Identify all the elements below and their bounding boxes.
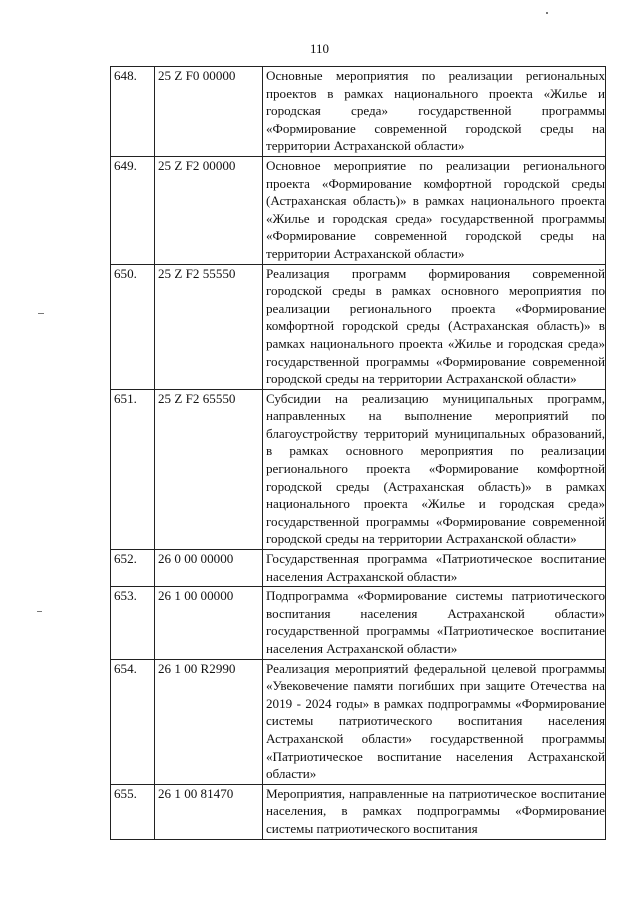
budget-classification-table xyxy=(110,66,606,840)
row-description: Государственная программа «Патриотическое воспитание населения Астраханской области» xyxy=(263,550,606,587)
scan-speck xyxy=(38,313,44,314)
row-number: 652. xyxy=(111,550,155,587)
row-code: 26 1 00 81470 xyxy=(155,784,263,839)
row-code: 26 1 00 R2990 xyxy=(155,659,263,784)
row-code: 25 Z F0 00000 xyxy=(155,67,263,157)
page-number: 110 xyxy=(309,41,330,56)
table-row xyxy=(111,550,606,587)
row-description: Субсидии на реализацию муниципальных программ, направленных на выполнение мероприятий по благоустройству территорий муниципальных образований, в рамках основного мероприятия по реализации регионального проекта «Формирование комфортной городской среды (Астраханская область)» в рамках национального проекта «Жилье и городская среда» государственной программы «Формирование современной городской среды на территории Астраханской области» xyxy=(263,389,606,549)
table-row xyxy=(111,784,606,839)
table-row xyxy=(111,67,606,157)
row-number: 649. xyxy=(111,156,155,264)
row-description: Мероприятия, направленные на патриотическое воспитание населения, в рамках подпрограммы «Формирование системы патриотического воспитания xyxy=(263,784,606,839)
scan-speck xyxy=(37,611,42,612)
row-number: 651. xyxy=(111,389,155,549)
row-number: 654. xyxy=(111,659,155,784)
row-code: 26 0 00 00000 xyxy=(155,550,263,587)
row-code: 25 Z F2 55550 xyxy=(155,264,263,389)
row-code: 25 Z F2 00000 xyxy=(155,156,263,264)
row-description: Основные мероприятия по реализации региональных проектов в рамках национального проекта «Жилье и городская среда» государственной программы «Формирование современной городской среды на территории Астраханской области» xyxy=(263,67,606,157)
table-row xyxy=(111,156,606,264)
table-row xyxy=(111,587,606,659)
row-code: 26 1 00 00000 xyxy=(155,587,263,659)
table-row xyxy=(111,389,606,549)
row-code: 25 Z F2 65550 xyxy=(155,389,263,549)
table-row xyxy=(111,659,606,784)
row-description: Реализация мероприятий федеральной целевой программы «Увековечение памяти погибших при защите Отечества на 2019 - 2024 годы» в рамках подпрограммы «Формирование системы патриотического воспитания населения Астраханской области» государственной программы «Патриотическое воспитание населения Астраханской области» xyxy=(263,659,606,784)
row-description: Подпрограмма «Формирование системы патриотического воспитания населения Астраханской области» государственной программы «Патриотическое воспитание населения Астраханской области» xyxy=(263,587,606,659)
row-description: Основное мероприятие по реализации регионального проекта «Формирование комфортной городской среды (Астраханская область)» в рамках национального проекта «Жилье и городская среда» государственной программы «Формирование современной городской среды на территории Астраханской области» xyxy=(263,156,606,264)
row-description: Реализация программ формирования современной городской среды в рамках основного мероприятия по реализации регионального проекта «Формирование комфортной городской среды (Астраханская область)» в рамках национального проекта «Жилье и городская среда» государственной программы «Формирование современной городской среды на территории Астраханской области» xyxy=(263,264,606,389)
row-number: 650. xyxy=(111,264,155,389)
row-number: 653. xyxy=(111,587,155,659)
table-row xyxy=(111,264,606,389)
row-number: 648. xyxy=(111,67,155,157)
row-number: 655. xyxy=(111,784,155,839)
scan-speck xyxy=(546,12,548,14)
